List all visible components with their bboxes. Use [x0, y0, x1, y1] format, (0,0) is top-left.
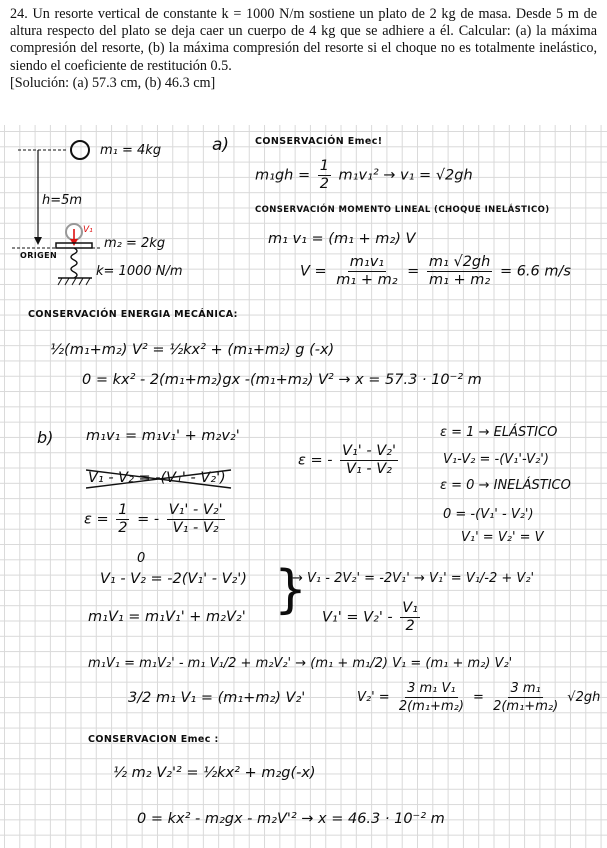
- crossed-out-equation: V₁ - V₂ = -(V₁' - V₂'): [88, 470, 226, 486]
- zero-mark: 0: [137, 551, 146, 566]
- label-m1: m₁ = 4kg: [100, 143, 162, 158]
- inelastic-case: ε = 0 → INELÁSTICO: [440, 478, 571, 493]
- system-equation-1: V₁ - V₂ = -2(V₁' - V₂'): [100, 571, 247, 587]
- mech-energy-title: CONSERVACIÓN ENERGIA MECÁNICA:: [28, 309, 238, 320]
- emec-conservation-title: CONSERVACION Emec :: [88, 734, 219, 745]
- label-origin: ORIGEN: [20, 251, 58, 260]
- energy-equation: m₁gh = $\frac{1}{2}$ m₁v₁² → v₁ = √2gh: [255, 158, 473, 192]
- problem-number: 24.: [10, 6, 28, 22]
- final-energy-equation-2: 0 = kx² - m₂gx - m₂V'² → x = 46.3 · 10⁻² m: [137, 811, 445, 827]
- three-halves-equation: 3/2 m₁ V₁ = (m₁+m₂) V₂': [128, 690, 306, 706]
- final-energy-equation-1: ½ m₂ V₂'² = ½kx² + m₂g(-x): [113, 765, 316, 781]
- mech-energy-equation-1: ½(m₁+m₂) V² = ½kx² + (m₁+m₂) g (-x): [50, 342, 335, 358]
- system-equation-2: m₁V₁ = m₁V₁' + m₂V₂': [88, 609, 246, 625]
- elastic-case: ε = 1 → ELÁSTICO: [440, 425, 558, 440]
- substitution-equation: m₁V₁ = m₁V₂' - m₁ V₁/2 + m₂V₂' → (m₁ + m₁/2) V₁ = (m₁ + m₂) V₂': [88, 656, 513, 671]
- energy-conservation-title: CONSERVACIÓN Emec!: [255, 136, 383, 147]
- restitution-half: ε = $\frac{1}{2}$ = - $\frac{\text{V₁' - V₂'}}{\text{V₁ - V₂}}$: [84, 502, 223, 536]
- label-v1: V₁: [83, 225, 93, 235]
- v2-prime-equation: V₂' = $\frac{\text{3 m₁ V₁}}{\text{2(m₁+m₂)}}$ = $\frac{\text{3 m₁}}{\text{2(m₁+m₂)}}$ √2gh: [357, 681, 601, 714]
- system-result-1: → V₁ - 2V₂' = -2V₁' → V₁' = V₁/-2 + V₂': [292, 571, 535, 586]
- momentum-conservation-title: CONSERVACIÓN MOMENTO LINEAL (CHOQUE INELÁSTICO): [255, 205, 550, 215]
- elastic-case-eq: V₁-V₂ = -(V₁'-V₂'): [443, 452, 549, 467]
- label-spring-k: k= 1000 N/m: [96, 264, 183, 279]
- inelastic-case-result: V₁' = V₂' = V: [461, 530, 544, 545]
- system-result-2: V₁' = V₂' - $\frac{\text{V₁}}{2}$: [322, 600, 418, 634]
- velocity-equation: V = $\frac{\text{m₁v₁}}{\text{m₁ + m₂}}$ = $\frac{\text{m₁ √2gh}}{\text{m₁ + m₂}}$ = 6.6 m/s: [300, 254, 571, 288]
- label-height: h=5m: [42, 193, 83, 208]
- restitution-definition: ε = - $\frac{\text{V₁' - V₂'}}{\text{V₁ - V₂}}$: [298, 443, 396, 477]
- part-b-label: b): [37, 428, 54, 447]
- momentum-equation: m₁ v₁ = (m₁ + m₂) V: [268, 231, 416, 247]
- inelastic-case-eq: 0 = -(V₁' - V₂'): [443, 507, 534, 522]
- problem-statement: [10, 6, 597, 92]
- system-brace: }: [274, 560, 308, 620]
- part-b-momentum: m₁v₁ = m₁v₁' + m₂v₂': [86, 428, 240, 444]
- solution-line: [Solución: (a) 57.3 cm, (b) 46.3 cm]: [10, 74, 216, 91]
- cross-out-mark: [86, 468, 236, 490]
- label-m2: m₂ = 2kg: [104, 236, 166, 251]
- problem-text: Un resorte vertical de constante k = 1000 N/m sostiene un plato de 2 kg de masa. Desde 5 m de altura respecto del plato se deja caer un cuerpo de 4 kg que se adhiere a él. Calcular: (a) la máxima compresión del resorte, (b) la máxima compresión del resorte si el choque no es totalmente inelástico, siendo el coeficiente de restitución 0.5.: [10, 6, 598, 74]
- mech-energy-equation-2: 0 = kx² - 2(m₁+m₂)gx -(m₁+m₂) V² → x = 57.3 · 10⁻² m: [82, 372, 482, 388]
- part-a-label: a): [212, 135, 230, 155]
